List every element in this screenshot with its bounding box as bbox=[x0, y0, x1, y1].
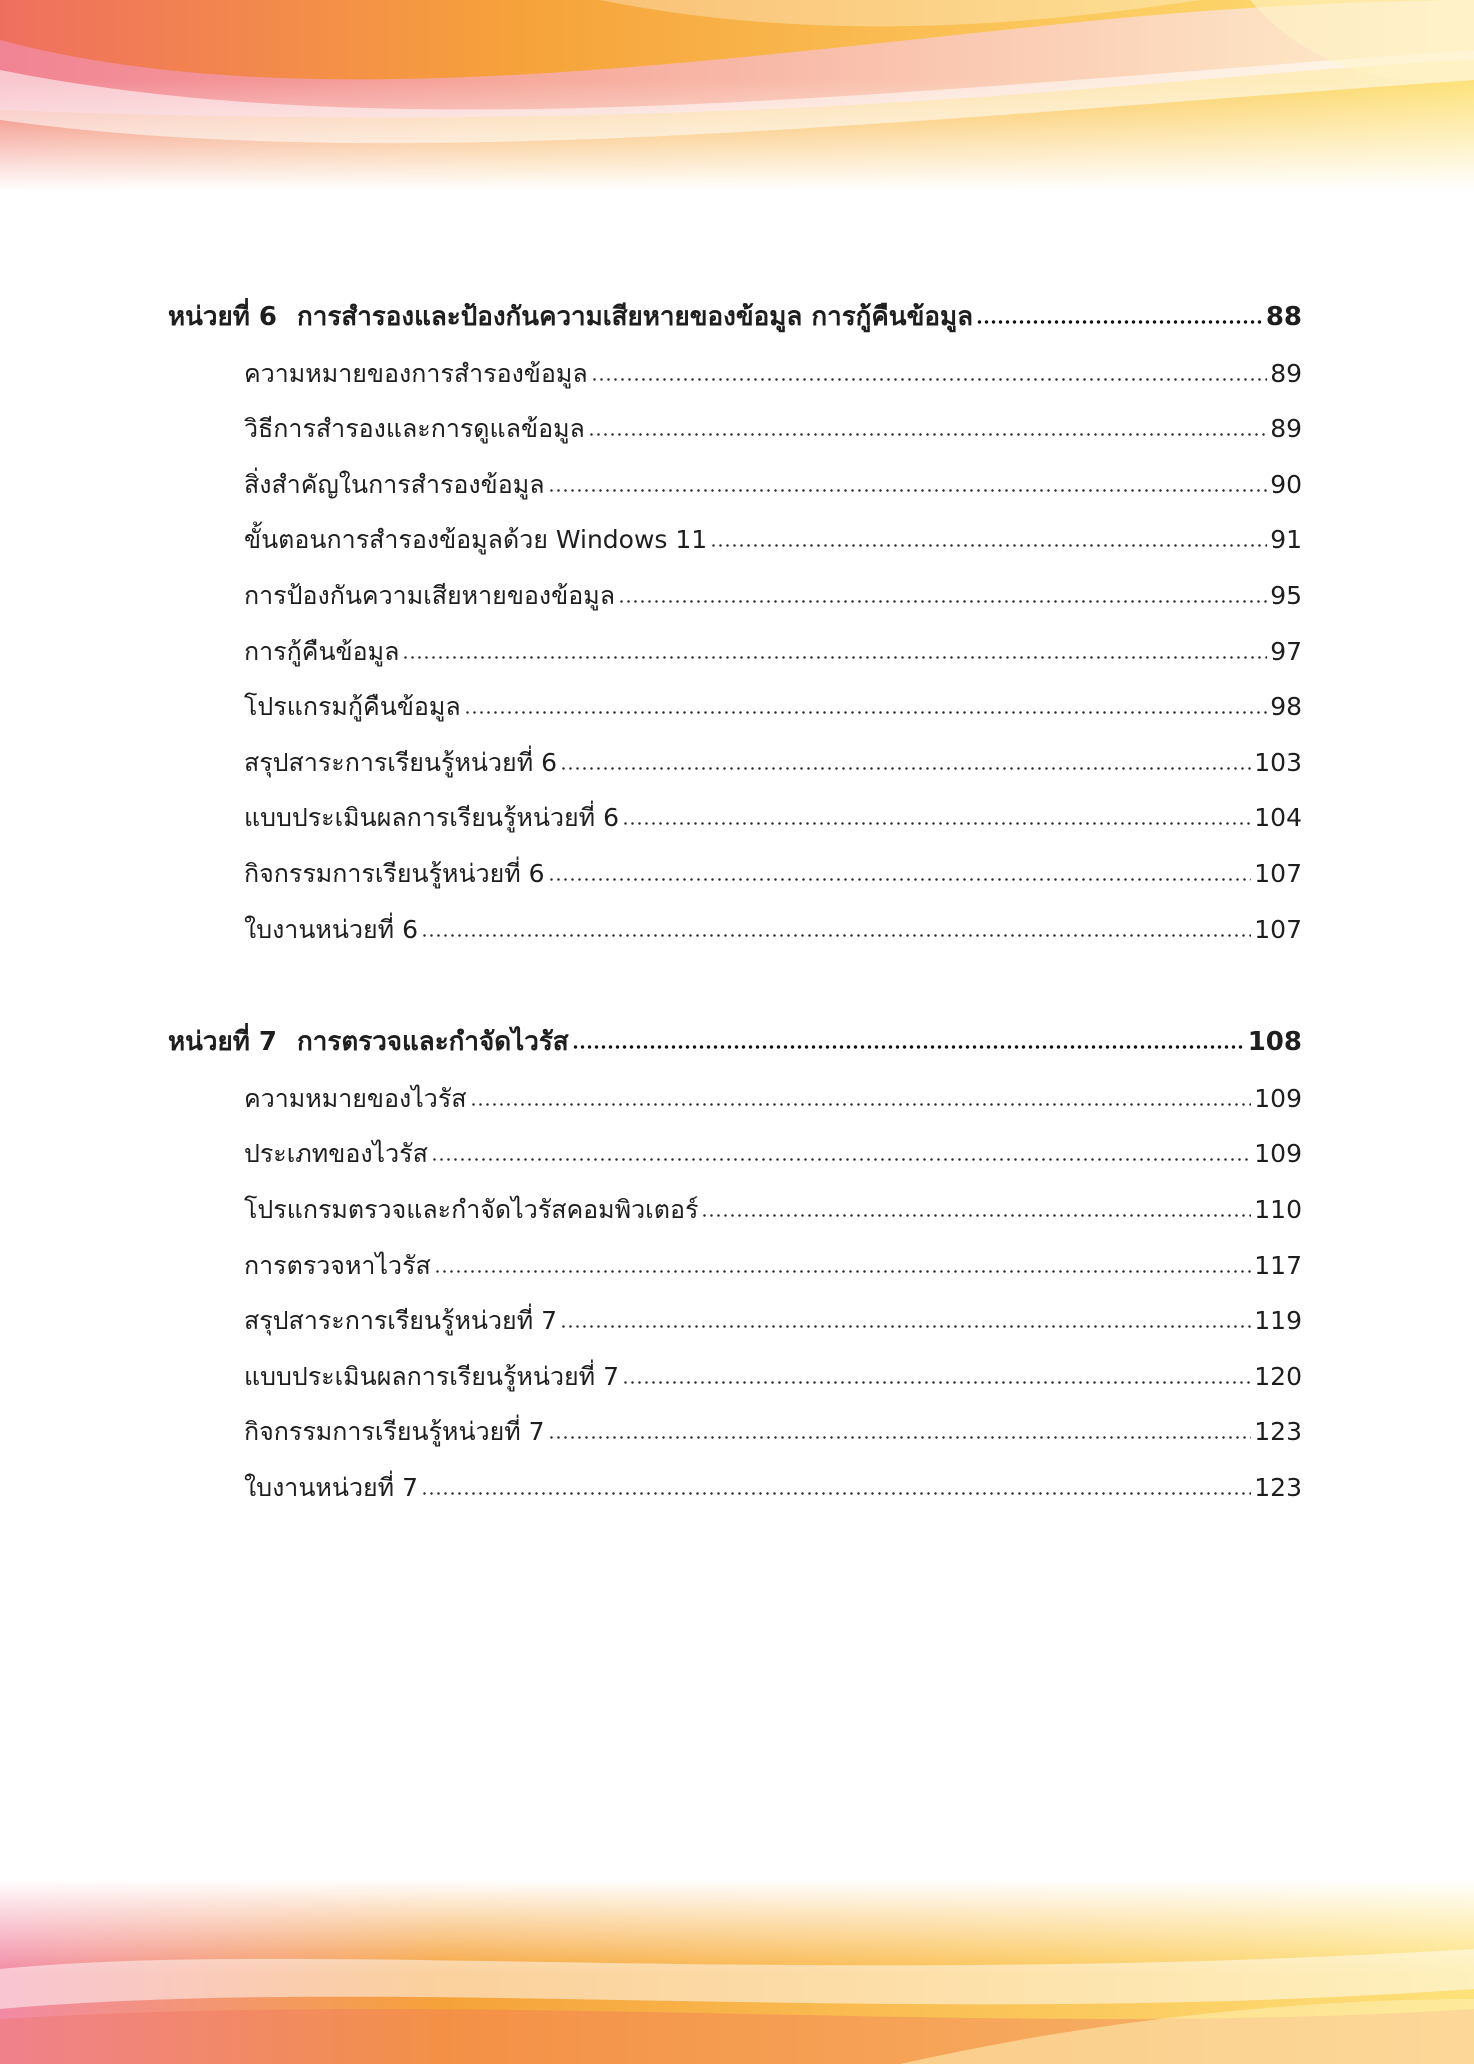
page-number: 119 bbox=[1254, 1306, 1302, 1336]
toc-entry[interactable] bbox=[168, 1404, 1302, 1460]
toc-entry[interactable] bbox=[168, 1349, 1302, 1405]
toc-entry[interactable] bbox=[168, 512, 1302, 568]
top-decorative-banner bbox=[0, 0, 1474, 190]
entry-label: การป้องกันความเสียหายของข้อมูล bbox=[244, 580, 616, 610]
dot-leader bbox=[470, 1099, 1252, 1107]
entry-label: ประเภทของไวรัส bbox=[244, 1139, 428, 1169]
toc-entry[interactable] bbox=[168, 346, 1302, 402]
dot-leader bbox=[622, 1377, 1251, 1385]
toc-entry[interactable] bbox=[168, 1126, 1302, 1182]
dot-leader bbox=[622, 818, 1251, 826]
toc-entry[interactable] bbox=[168, 401, 1302, 457]
page-number: 89 bbox=[1270, 358, 1302, 388]
entry-label: แบบประเมินผลการเรียนรู้หน่วยที่ 7 bbox=[244, 1361, 619, 1391]
dot-leader bbox=[421, 1488, 1251, 1496]
entry-label: ความหมายของการสำรองข้อมูล bbox=[244, 358, 588, 388]
bottom-wave-graphic bbox=[0, 1879, 1474, 2064]
unit-number: หน่วยที่ 6 bbox=[168, 302, 278, 332]
dot-leader bbox=[421, 930, 1251, 938]
page-number: 120 bbox=[1254, 1361, 1302, 1391]
entry-label: สรุปสาระการเรียนรู้หน่วยที่ 6 bbox=[244, 747, 558, 777]
page-number: 108 bbox=[1247, 1027, 1302, 1058]
toc-entry[interactable] bbox=[168, 1293, 1302, 1349]
page-number: 97 bbox=[1270, 636, 1302, 666]
page-number: 104 bbox=[1254, 803, 1302, 833]
entry-label: ใบงานหน่วยที่ 6 bbox=[244, 914, 418, 944]
toc-section-unit-6 bbox=[168, 290, 1302, 957]
page-number: 107 bbox=[1254, 858, 1302, 888]
entry-label: สรุปสาระการเรียนรู้หน่วยที่ 7 bbox=[244, 1306, 558, 1336]
dot-leader bbox=[548, 1432, 1252, 1440]
toc-entry[interactable] bbox=[168, 568, 1302, 624]
dot-leader bbox=[464, 707, 1267, 715]
page-number: 123 bbox=[1254, 1472, 1302, 1502]
page-number: 117 bbox=[1254, 1250, 1302, 1280]
dot-leader bbox=[588, 429, 1267, 437]
entry-label: การตรวจหาไวรัส bbox=[244, 1250, 431, 1280]
entry-label: วิธีการสำรองและการดูแลข้อมูล bbox=[244, 414, 585, 444]
table-of-contents bbox=[168, 290, 1302, 1573]
dot-leader bbox=[402, 652, 1267, 660]
unit-heading-label bbox=[168, 1015, 569, 1071]
toc-section-unit-7 bbox=[168, 1015, 1302, 1515]
toc-entry[interactable] bbox=[168, 790, 1302, 846]
dot-leader bbox=[591, 374, 1267, 382]
dot-leader bbox=[560, 1321, 1251, 1329]
entry-label: สิ่งสำคัญในการสำรองข้อมูล bbox=[244, 469, 545, 499]
page-number: 89 bbox=[1270, 414, 1302, 444]
page-number: 109 bbox=[1254, 1139, 1302, 1169]
unit-number: หน่วยที่ 7 bbox=[168, 1027, 278, 1058]
page-number: 123 bbox=[1254, 1417, 1302, 1447]
unit-title: การสำรองและป้องกันความเสียหายของข้อมูล การกู้คืนข้อมูล bbox=[297, 302, 974, 332]
entry-label: โปรแกรมตรวจและกำจัดไวรัสคอมพิวเตอร์ bbox=[244, 1194, 699, 1224]
page-number: 110 bbox=[1254, 1194, 1302, 1224]
page-number: 88 bbox=[1265, 302, 1302, 332]
toc-entry[interactable] bbox=[168, 624, 1302, 680]
toc-entry[interactable] bbox=[168, 1071, 1302, 1127]
page-number: 98 bbox=[1270, 692, 1302, 722]
unit-heading-label bbox=[168, 290, 973, 346]
page-number: 91 bbox=[1270, 525, 1302, 555]
dot-leader bbox=[548, 874, 1252, 882]
toc-unit-heading[interactable] bbox=[168, 1015, 1302, 1071]
dot-leader bbox=[701, 1210, 1251, 1218]
entry-label: การกู้คืนข้อมูล bbox=[244, 636, 400, 666]
dot-leader bbox=[976, 317, 1263, 325]
toc-entry[interactable] bbox=[168, 902, 1302, 958]
entry-label: ขั้นตอนการสำรองข้อมูลด้วย Windows 11 bbox=[244, 525, 708, 555]
toc-entry[interactable] bbox=[168, 1182, 1302, 1238]
page-number: 109 bbox=[1254, 1083, 1302, 1113]
dot-leader bbox=[618, 596, 1267, 604]
dot-leader bbox=[572, 1042, 1245, 1050]
page-number: 107 bbox=[1254, 914, 1302, 944]
page-number: 103 bbox=[1254, 747, 1302, 777]
toc-entry[interactable] bbox=[168, 1460, 1302, 1516]
top-wave-graphic bbox=[0, 0, 1474, 190]
page-number: 90 bbox=[1270, 469, 1302, 499]
entry-label: ความหมายของไวรัส bbox=[244, 1083, 467, 1113]
entry-label: ใบงานหน่วยที่ 7 bbox=[244, 1472, 418, 1502]
toc-entry[interactable] bbox=[168, 679, 1302, 735]
unit-title: การตรวจและกำจัดไวรัส bbox=[297, 1027, 569, 1058]
dot-leader bbox=[548, 485, 1268, 493]
dot-leader bbox=[710, 540, 1267, 548]
dot-leader bbox=[434, 1266, 1252, 1274]
entry-label: กิจกรรมการเรียนรู้หน่วยที่ 7 bbox=[244, 1417, 545, 1447]
entry-label: กิจกรรมการเรียนรู้หน่วยที่ 6 bbox=[244, 858, 545, 888]
dot-leader bbox=[560, 763, 1251, 771]
toc-entry[interactable] bbox=[168, 1238, 1302, 1294]
toc-unit-heading[interactable] bbox=[168, 290, 1302, 346]
bottom-decorative-banner bbox=[0, 1879, 1474, 2064]
toc-entry[interactable] bbox=[168, 457, 1302, 513]
toc-entry[interactable] bbox=[168, 846, 1302, 902]
entry-label: แบบประเมินผลการเรียนรู้หน่วยที่ 6 bbox=[244, 803, 619, 833]
page-number: 95 bbox=[1270, 580, 1302, 610]
entry-label: โปรแกรมกู้คืนข้อมูล bbox=[244, 692, 461, 722]
toc-entry[interactable] bbox=[168, 735, 1302, 791]
dot-leader bbox=[431, 1154, 1251, 1162]
